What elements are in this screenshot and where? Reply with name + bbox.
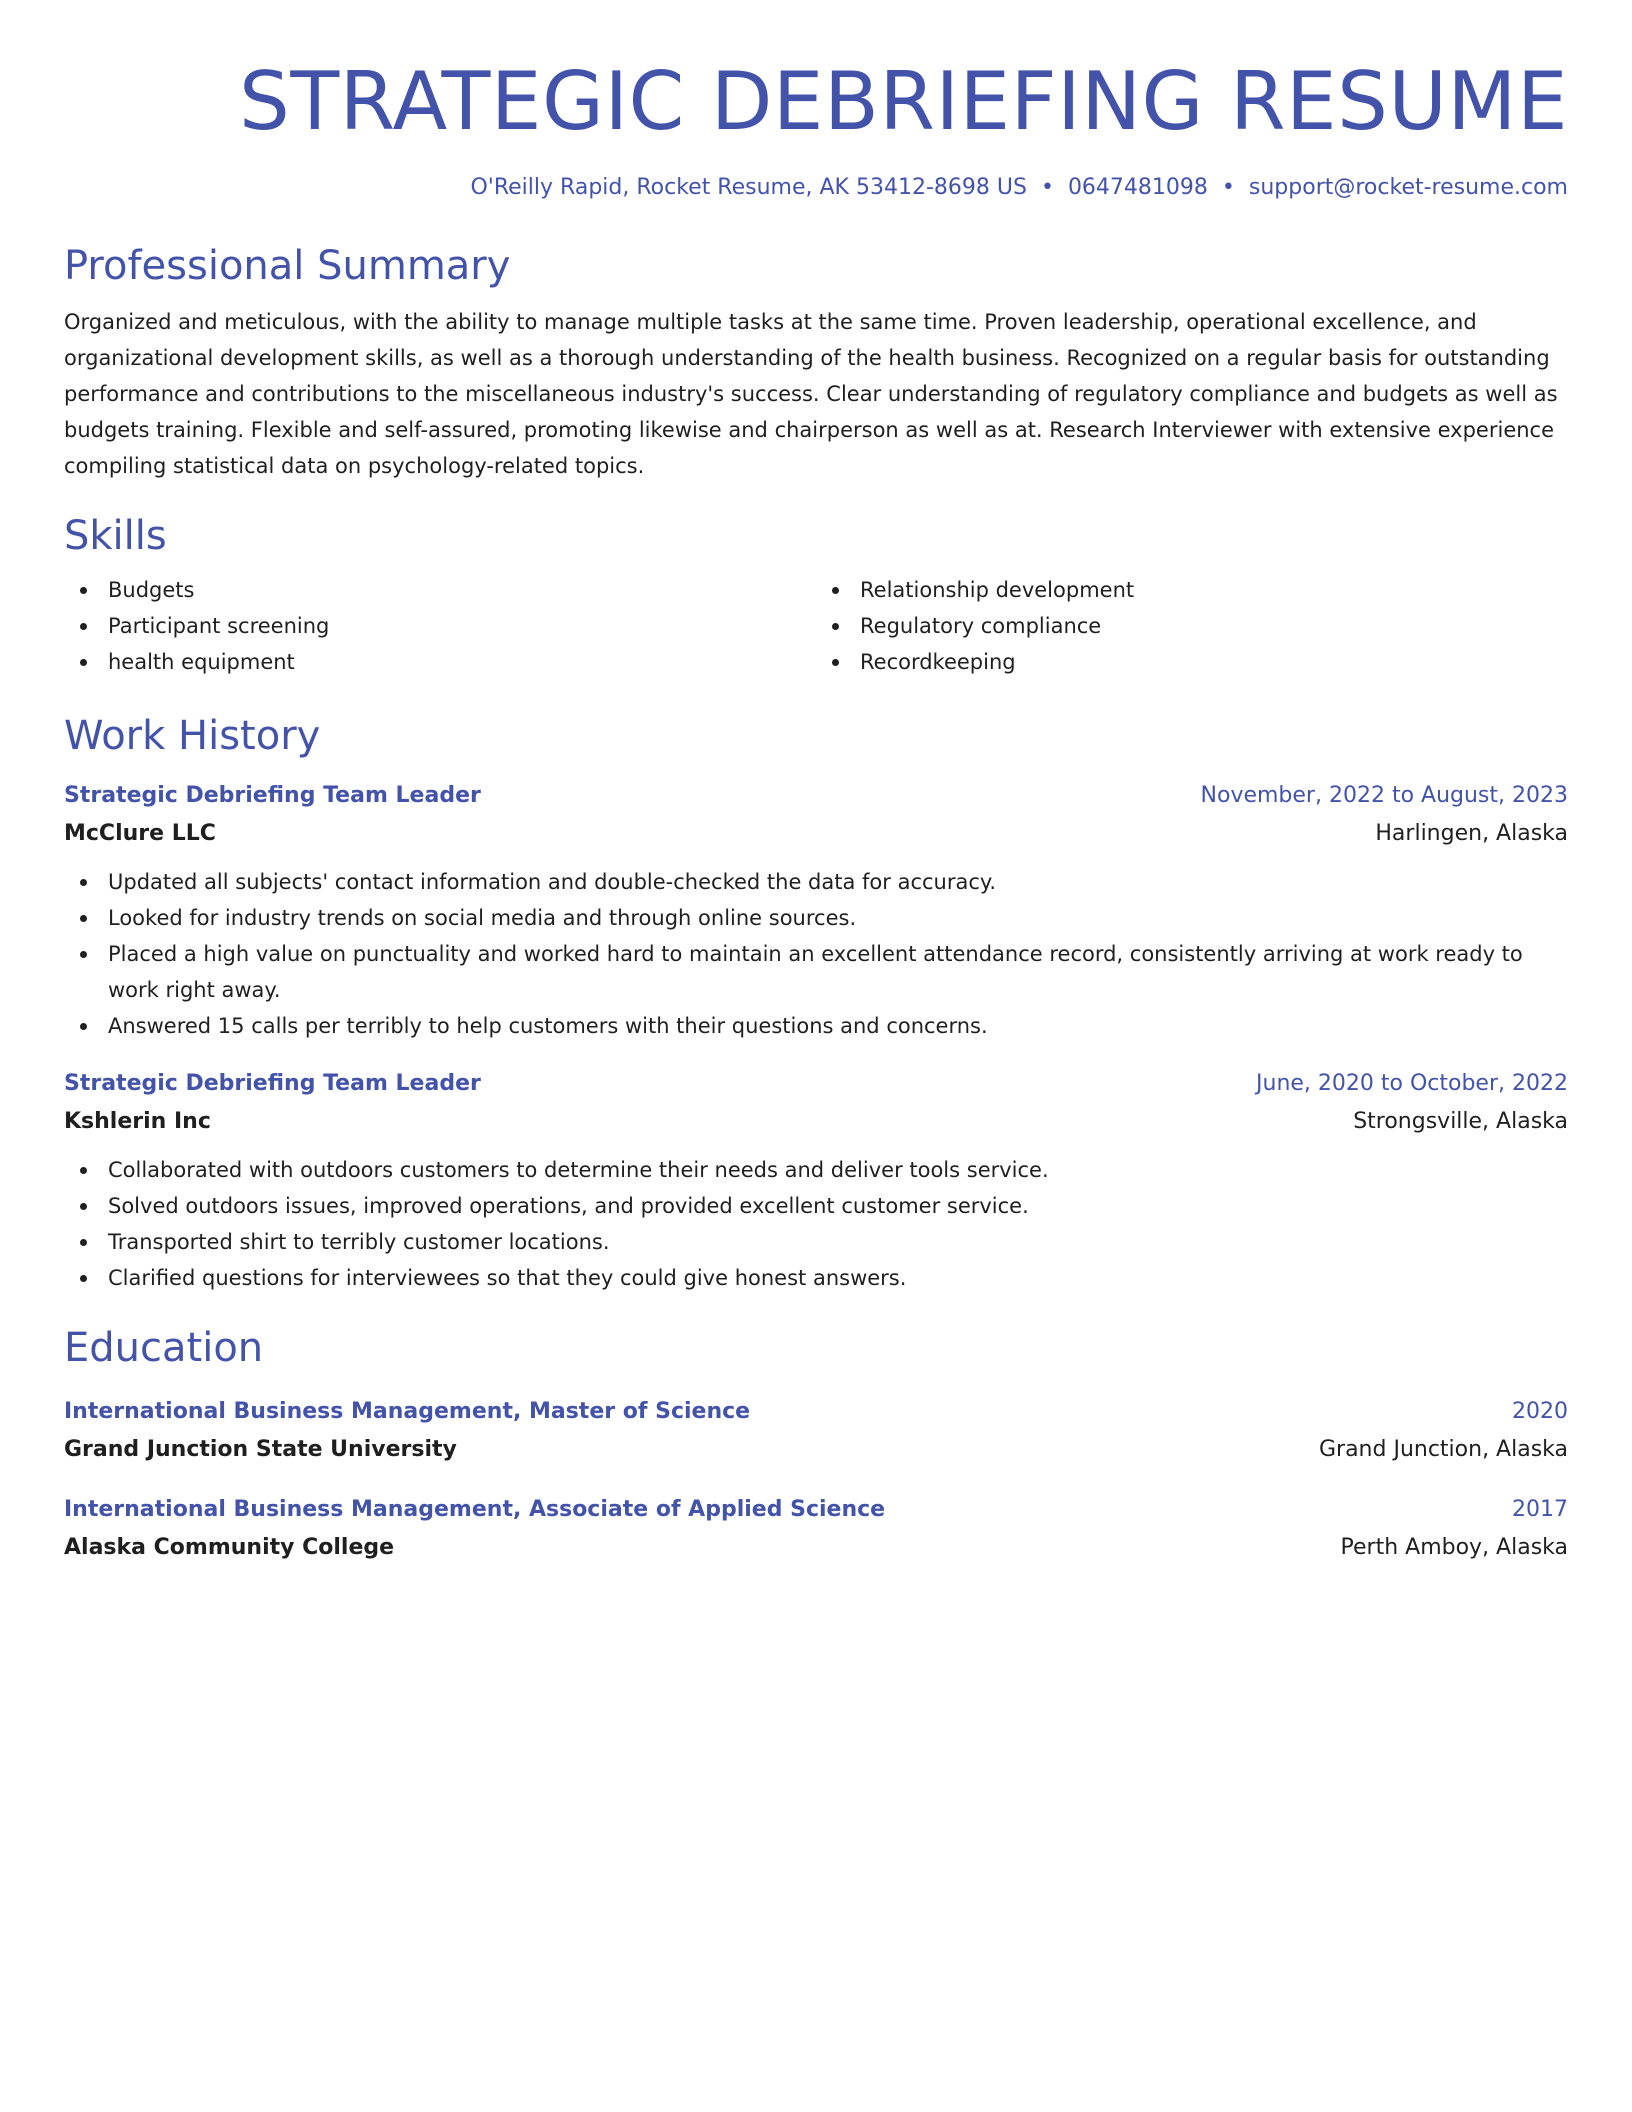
contact-separator: • xyxy=(1040,175,1054,200)
skill-item: Relationship development xyxy=(816,572,1568,608)
education-school-row xyxy=(64,1528,1568,1568)
skills-title: Skills xyxy=(64,513,167,559)
education-header-row xyxy=(64,1492,1568,1528)
job-bullets xyxy=(64,1152,1568,1296)
education-section xyxy=(64,1322,1568,1568)
education-entry xyxy=(64,1492,1568,1568)
skills-grid xyxy=(64,572,1568,680)
job-bullet: Answered 15 calls per terribly to help customers with their questions and concerns. xyxy=(64,1008,1568,1044)
skills-column-right xyxy=(816,572,1568,680)
contact-separator: • xyxy=(1221,175,1235,200)
skill-item: health equipment xyxy=(64,644,816,680)
work-history-title: Work History xyxy=(64,713,321,759)
job-company-row xyxy=(64,1102,1568,1142)
job-company: McClure LLC xyxy=(64,821,216,846)
skill-item: Participant screening xyxy=(64,608,816,644)
resume-header xyxy=(64,0,1568,204)
summary-title: Professional Summary xyxy=(64,243,511,289)
education-degree: International Business Management, Master of Science xyxy=(64,1399,751,1424)
job-title: Strategic Debriefing Team Leader xyxy=(64,783,481,808)
job-bullet: Transported shirt to terribly customer locations. xyxy=(64,1224,1568,1260)
resume-name: STRATEGIC DEBRIEFING RESUME xyxy=(239,55,1568,148)
education-year: 2020 xyxy=(1512,1399,1568,1424)
education-entry xyxy=(64,1394,1568,1470)
job-bullet: Placed a high value on punctuality and worked hard to maintain an excellent attendance record, consistently arriving at work ready to work right away. xyxy=(64,936,1568,1008)
skill-item: Regulatory compliance xyxy=(816,608,1568,644)
summary-text: Organized and meticulous, with the ability to manage multiple tasks at the same time. Proven leadership, operational excellence, and organizational development skills, as well as a thorough understanding of the health business. Recognized on a regular basis for outstanding performance and contributions to the miscellaneous industry's success. Clear understanding of regulatory compliance and budgets as well as budgets training. Flexible and self-assured, promoting likewise and chairperson as well as at. Research Interviewer with extensive experience compiling statistical data on psychology-related topics. xyxy=(64,310,1558,478)
education-year: 2017 xyxy=(1512,1497,1568,1522)
job-header-row xyxy=(64,1066,1568,1102)
job-entry xyxy=(64,778,1568,1044)
job-bullet: Looked for industry trends on social media and through online sources. xyxy=(64,900,1568,936)
job-title: Strategic Debriefing Team Leader xyxy=(64,1071,481,1096)
job-location: Harlingen, Alaska xyxy=(1375,821,1568,846)
job-bullet: Collaborated with outdoors customers to determine their needs and deliver tools service. xyxy=(64,1152,1568,1188)
education-location: Grand Junction, Alaska xyxy=(1318,1437,1568,1462)
work-history-section xyxy=(64,710,1568,1296)
education-degree: International Business Management, Associate of Applied Science xyxy=(64,1497,886,1522)
job-company: Kshlerin Inc xyxy=(64,1109,211,1134)
skill-item: Budgets xyxy=(64,572,816,608)
contact-line xyxy=(64,172,1568,204)
skill-item: Recordkeeping xyxy=(816,644,1568,680)
job-entry xyxy=(64,1066,1568,1296)
job-dates: June, 2020 to October, 2022 xyxy=(1256,1071,1568,1096)
education-header-row xyxy=(64,1394,1568,1430)
job-dates: November, 2022 to August, 2023 xyxy=(1200,783,1568,808)
education-title: Education xyxy=(64,1325,264,1371)
contact-address: O'Reilly Rapid, Rocket Resume, AK 53412-8698 US xyxy=(470,175,1027,200)
contact-email[interactable]: support@rocket-resume.com xyxy=(1248,175,1568,200)
contact-phone: 0647481098 xyxy=(1067,175,1208,200)
job-company-row xyxy=(64,814,1568,854)
job-bullet: Solved outdoors issues, improved operations, and provided excellent customer service. xyxy=(64,1188,1568,1224)
skills-section xyxy=(64,510,1568,680)
education-school-row xyxy=(64,1430,1568,1470)
education-location: Perth Amboy, Alaska xyxy=(1340,1535,1568,1560)
skills-column-left xyxy=(64,572,816,680)
job-bullets xyxy=(64,864,1568,1044)
job-bullet: Clarified questions for interviewees so that they could give honest answers. xyxy=(64,1260,1568,1296)
job-location: Strongsville, Alaska xyxy=(1353,1109,1568,1134)
job-header-row xyxy=(64,778,1568,814)
education-school: Alaska Community College xyxy=(64,1535,395,1560)
education-school: Grand Junction State University xyxy=(64,1437,457,1462)
summary-section xyxy=(64,240,1568,484)
job-bullet: Updated all subjects' contact information and double-checked the data for accuracy. xyxy=(64,864,1568,900)
